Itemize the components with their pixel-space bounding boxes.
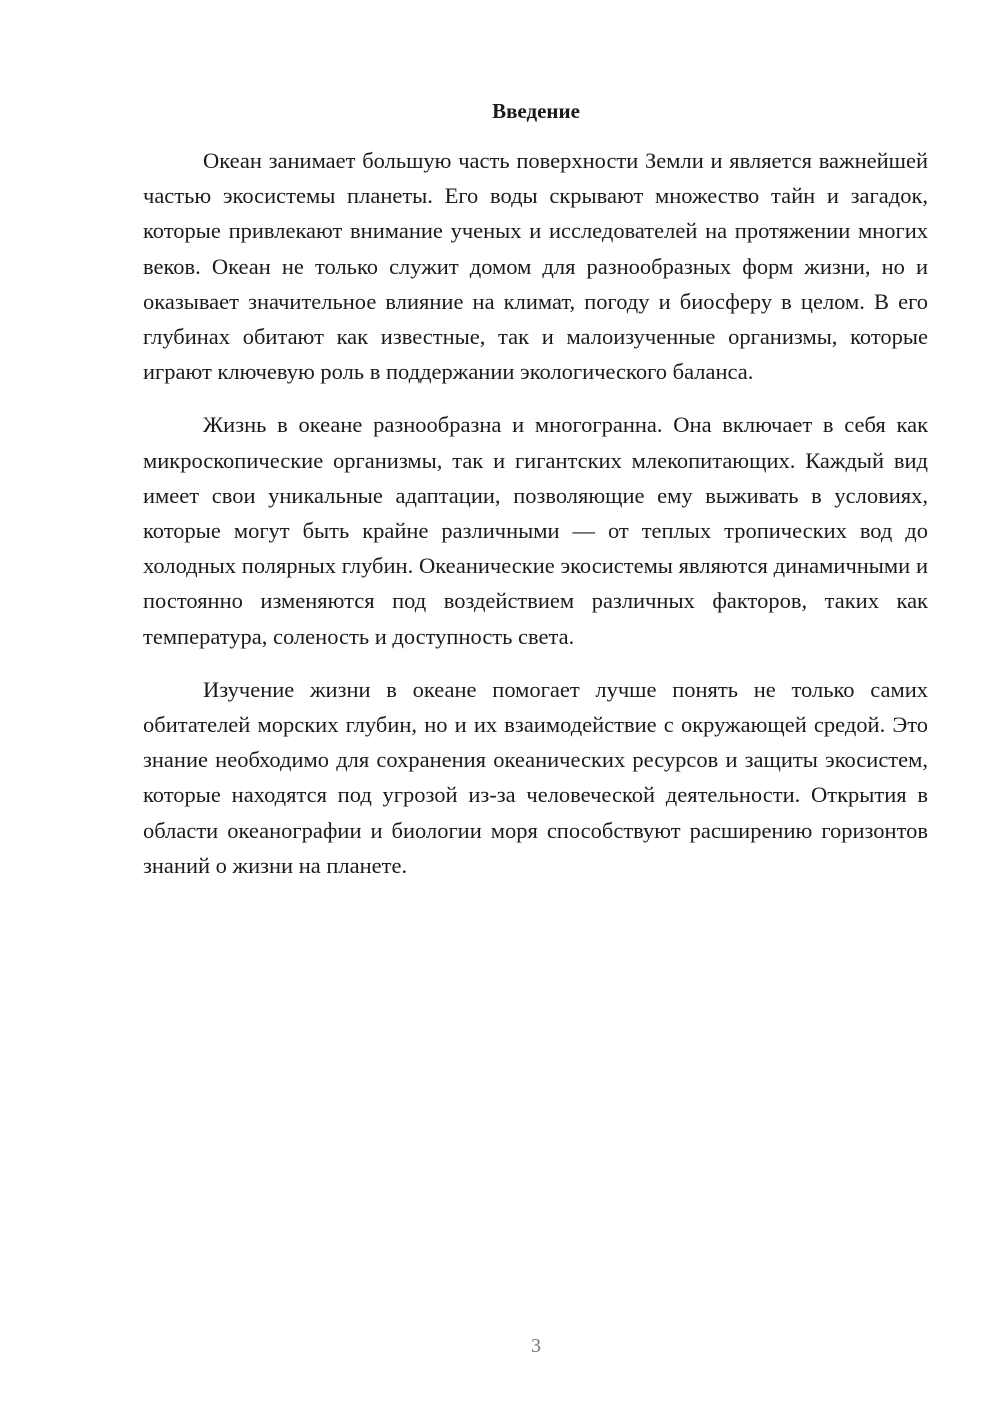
paragraph-3: Изучение жизни в океане помогает лучше понять не только самих обитателей морских глубин, но и их взаимодействие с окружающей средой. Это знание необходимо для сохранения океанических ресурсов и защиты экосистем, которые находятся под угрозой из-за человеческой деятельности. Открытия в области океанографии и биологии моря способствуют расширению горизонтов знаний о жизни на планете. [143, 676, 928, 878]
paragraph-2: Жизнь в океане разнообразна и многогранна. Она включает в себя как микроскопические организмы, так и гигантских млекопитающих. Каждый вид имеет свои уникальные адаптации, позволяющие ему выживать в условиях, которые могут быть крайне различными — от теплых тропических вод до холодных полярных глубин. Океанические экосистемы являются динамичными и постоянно изменяются под воздействием различных факторов, таких как температура, соленость и доступность света. [143, 412, 928, 649]
page-number: 3 [531, 1335, 541, 1357]
section-heading: Введение [492, 99, 580, 123]
body-text [143, 143, 928, 901]
paragraph-1: Океан занимает большую часть поверхности Земли и является важнейшей частью экосистемы планеты. Его воды скрывают множество тайн и загадок, которые привлекают внимание ученых и исследователей на протяжении многих веков. Океан не только служит домом для разнообразных форм жизни, но и оказывает значительное влияние на климат, погоду и биосферу в целом. В его глубинах обитают как известные, так и малоизученные организмы, которые играют ключевую роль в поддержании экологического баланса. [143, 148, 928, 385]
